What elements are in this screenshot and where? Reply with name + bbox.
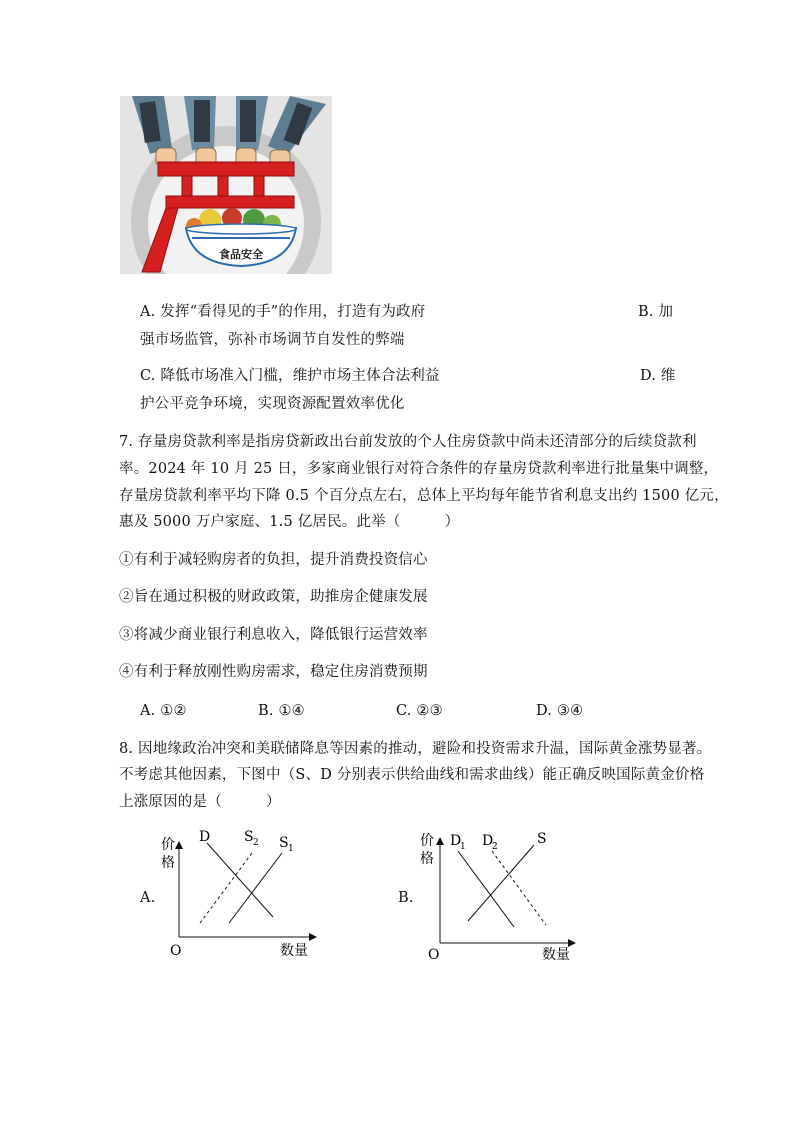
q8-stem-line1: 8. 因地缘政治冲突和美联储降息等因素的推动，避险和投资需求升温，国际黄金涨势显著。 [119, 741, 712, 757]
q7-item-2: ②旨在通过积极的财政政策，助推房企健康发展 [119, 589, 428, 605]
q6-option-a-line2: 强市场监管，弥补市场调节自发性的弊端 [140, 332, 405, 348]
q7-stem-line1: 7. 存量房贷款利率是指房贷新政出台前发放的个人住房贷款中尚未还清部分的后续贷款利 [119, 434, 697, 450]
graph-b-label-d1: D [450, 833, 462, 849]
bowl-label: 食品安全 [219, 248, 263, 261]
q6-option-c-line1: C. 降低市场准入门槛，维护市场主体合法利益 [140, 368, 440, 384]
graph-a-label-s1-subscript: 1 [288, 844, 294, 854]
graph-a-supply-curve-s1 [229, 853, 282, 923]
graph-b-origin: O [428, 947, 440, 963]
q6-option-d-head: D. 维 [640, 368, 676, 384]
graph-b [414, 825, 584, 965]
graph-b-demand-curve-d1 [458, 851, 514, 927]
food-safety-cartoon [120, 96, 332, 274]
graph-b-label-d2-subscript: 2 [492, 842, 498, 852]
graph-b-ylabel-1: 价 [420, 833, 434, 849]
graph-b-ylabel-2: 格 [420, 851, 434, 867]
q7-stem-line2: 率。2024 年 10 月 25 日，多家商业银行对符合条件的存量房贷款利率进行批量集中调整， [119, 461, 719, 477]
q8-stem-line2: 不考虑其他因素，下图中（S、D 分别表示供给曲线和需求曲线）能正确反映国际黄金价格 [119, 767, 705, 783]
q6-option-c-line2: 护公平竞争环境，实现资源配置效率优化 [140, 396, 405, 412]
q7-item-4: ④有利于释放刚性购房需求，稳定住房消费预期 [119, 664, 428, 680]
graph-a-xlabel: 数量 [280, 943, 308, 959]
graph-a-ylabel-1: 价 [161, 837, 175, 853]
graph-b-option-label: B. [398, 890, 414, 906]
graph-a-demand-curve [207, 843, 273, 917]
graph-a [155, 825, 325, 965]
q7-option-c: C. ②③ [396, 703, 443, 719]
graph-a-ylabel-2: 格 [161, 855, 175, 871]
graph-b-label-s: S [537, 831, 547, 847]
q7-option-b: B. ①④ [258, 703, 305, 719]
graph-a-label-s1: S [279, 835, 289, 851]
graph-a-label-s2: S [244, 829, 254, 845]
graph-a-option-label: A. [140, 890, 156, 906]
q7-option-d: D. ③④ [536, 703, 584, 719]
q7-item-1: ①有利于减轻购房者的负担，提升消费投资信心 [119, 552, 428, 568]
graph-b-label-d2: D [482, 833, 494, 849]
q7-item-3: ③将减少商业银行利息收入，降低银行运营效率 [119, 627, 428, 643]
graph-a-origin: O [170, 943, 182, 959]
cartoon-illustration [120, 96, 332, 274]
q7-stem-line3: 存量房贷款利率平均下降 0.5 个百分点左右，总体上平均每年能节省利息支出约 1500 亿元， [119, 488, 729, 504]
q7-stem-line4: 惠及 5000 万户家庭、1.5 亿居民。此举（ ） [119, 514, 460, 530]
graph-a-label-d: D [199, 829, 211, 845]
graph-a-label-s2-subscript: 2 [253, 838, 259, 848]
graph-a-supply-curve-s2 [200, 853, 252, 923]
q6-option-b-head: B. 加 [638, 304, 674, 320]
q8-stem-line3: 上涨原因的是（ ） [119, 794, 281, 810]
graph-b-xlabel: 数量 [542, 947, 570, 963]
graph-b-label-d1-subscript: 1 [460, 842, 466, 852]
q6-option-a-line1: A. 发挥“看得见的手”的作用，打造有为政府 [140, 304, 426, 320]
q7-option-a: A. ①② [140, 703, 187, 719]
